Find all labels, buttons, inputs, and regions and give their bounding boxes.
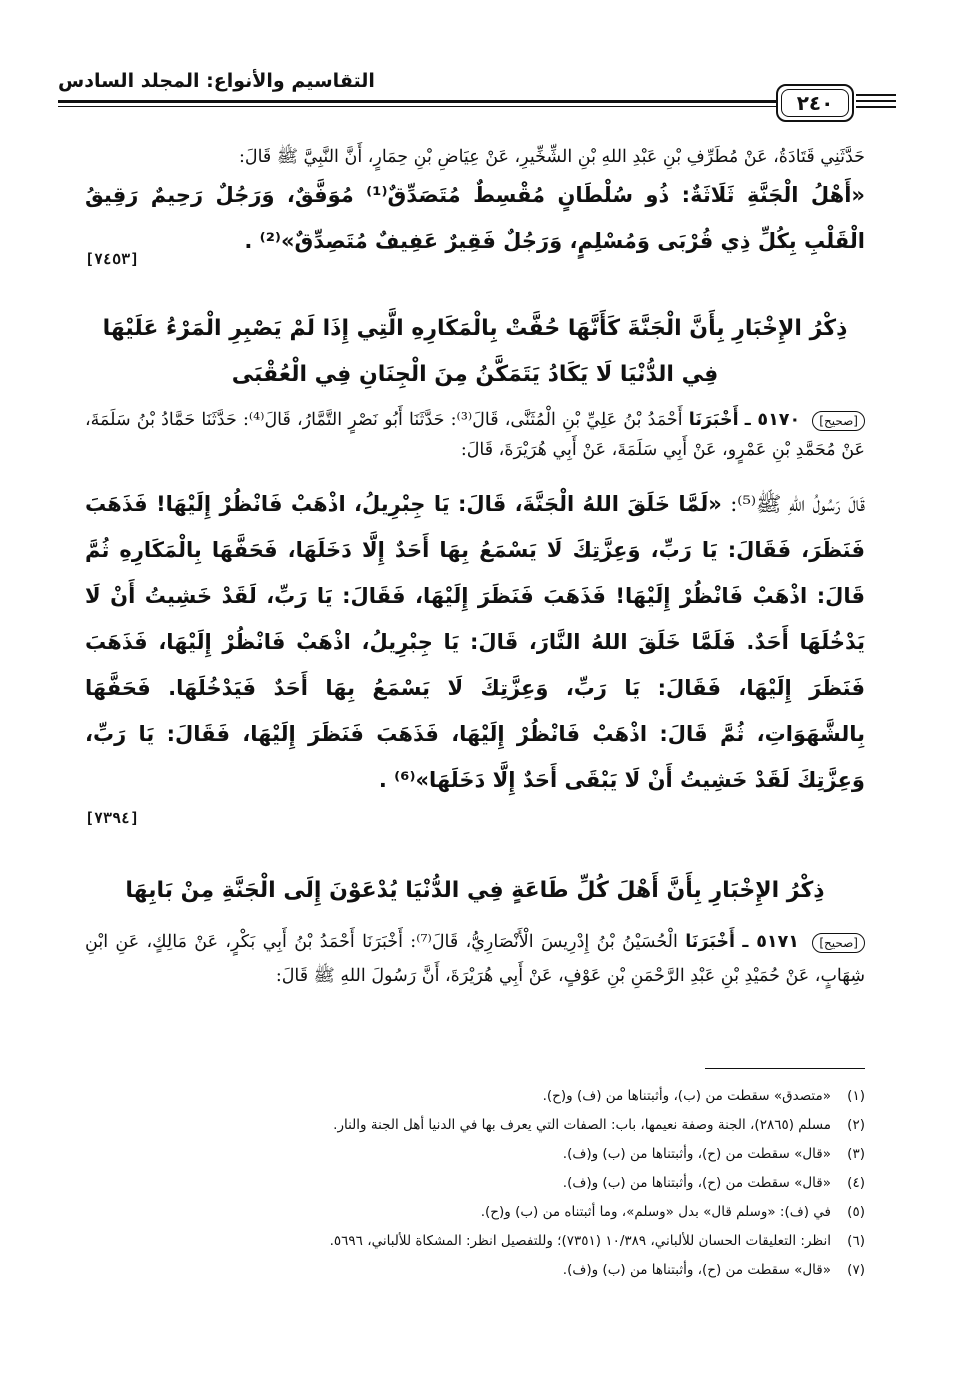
footnote-mark: (٢) <box>847 1117 865 1133</box>
chapter-heading-2: ذِكْرُ الإِخْبَارِ بِأَنَّ أَهْلَ كُلِّ طَاعَةٍ فِي الدُّنْيَا يُدْعَوْنَ إِلَى الْجَنَّةِ مِنْ بَابِهَا <box>125 878 825 903</box>
footnote-item <box>75 1111 865 1140</box>
footnote-item <box>75 1169 865 1198</box>
isnad-text: الْحُسَيْنُ بْنُ إِدْرِيسَ الْأَنْصَارِيُّ، قَالَ⁽⁷⁾: أَخْبَرَنَا أَحْمَدُ بْنُ أَبِي بَكْرٍ، عَنْ مَالِكٍ، عَنِ ابْنِ شِهَابٍ، عَنْ حُمَيْدِ بْنِ عَبْدِ الرَّحْمَنِ بْنِ عَوْفٍ، عَنْ أَبِي هُرَيْرَةَ، أَنَّ رَسُولَ اللهِ ﷺ قَالَ: <box>85 932 865 986</box>
page-number: ٢٤٠ <box>776 84 854 122</box>
grade-badge: [صحيح] <box>812 933 865 953</box>
reference-number: [٧٤٥٣] <box>85 250 140 268</box>
hadith-matn <box>85 481 865 803</box>
hadith-5170 <box>85 405 866 827</box>
header-ornament-line <box>856 94 896 96</box>
footnote-text: في (ف): «وسلم قال» بدل «وسلم»، وما أثبتناه من (ب) و(ح). <box>480 1204 831 1220</box>
hadith-matn: «أَهْلُ الْجَنَّةِ ثَلَاثَةٌ: ذُو سُلْطَانٍ مُقْسِطٌ مُتَصَدِّقٌ⁽¹⁾ مُوَفَّقٌ، وَرَجُلٌ رَحِيمٌ رَقِيقُ الْقَلْبِ بِكُلِّ ذِي قُرْبَى وَمُسْلِمٍ، وَرَجُلٌ فَقِيرٌ عَفِيفٌ مُتَصِدِّقٌ»⁽²⁾ . <box>85 183 865 253</box>
hadith-number: ٥١٧٠ ـ <box>744 410 801 430</box>
paragraph-1 <box>85 142 865 268</box>
footnote-item <box>75 1140 865 1169</box>
header-title: التقاسيم والأنواع: المجلد السادس <box>58 70 375 92</box>
header-rule-thin <box>58 106 776 107</box>
footnote-item <box>75 1227 865 1256</box>
hadith-isnad <box>85 925 865 993</box>
footnote-item <box>75 1198 865 1227</box>
hadith-number: ٥١٧١ ـ <box>742 932 799 952</box>
footnote-item <box>75 1082 865 1111</box>
footnote-item <box>75 1256 865 1285</box>
footnote-mark: (٤) <box>847 1175 865 1191</box>
header-rule <box>58 100 776 103</box>
footnote-text: «متصدق» سقطت من (ب)، وأثبتناها من (ف) و(ح). <box>542 1088 831 1104</box>
footnote-mark: (٧) <box>847 1262 865 1278</box>
chapter-heading-1: ذِكْرُ الإِخْبَارِ بِأَنَّ الْجَنَّةَ كَأَنَّهَا حُفَّتْ بِالْمَكَارِهِ الَّتِي إِذَا لَمْ يَصْبِرِ الْمَرْءُ عَلَيْهَا فِي الدُّنْيَا لَا يَكَادُ يَتَمَكَّنُ مِنَ الْجِنَانِ فِي الْعُقْبَى <box>102 316 848 387</box>
akhbarana-word: أَخْبَرَنَا <box>688 410 739 430</box>
reference-number: [٧٣٩٤] <box>85 809 140 827</box>
hadith-isnad <box>85 405 865 465</box>
header-ornament-line <box>856 106 896 108</box>
footnote-text: «قال» سقطت من (ح)، وأثبتناها من (ب) و(ف). <box>562 1175 831 1191</box>
footnote-mark: (١) <box>847 1088 865 1104</box>
hadith-5171 <box>85 925 865 993</box>
footnote-mark: (٣) <box>847 1146 865 1162</box>
footnote-text: انظر: التعليقات الحسان للألباني، ١٠/٣٨٩ (٧٣٥١)؛ وللتفصيل انظر: المشكاة للألباني، ٥٦٩٦. <box>329 1233 831 1249</box>
grade-badge: [صحيح] <box>812 411 865 431</box>
isnad-text: أَحْمَدُ بْنُ عَلِيِّ بْنِ الْمُثَنَّى، قَالَ⁽³⁾: حَدَّثَنَا أَبُو نَصْرٍ التَّمَّارُ، قَالَ⁽⁴⁾: حَدَّثَنَا حَمَّادُ بْنُ سَلَمَةَ، عَنْ مُحَمَّدِ بْنِ عَمْرٍو، عَنْ أَبِي سَلَمَةَ، عَنْ أَبِي هُرَيْرَةَ، قَالَ: <box>85 410 865 460</box>
hadith-matn-text: «لَمَّا خَلَقَ اللهُ الْجَنَّةَ، قَالَ: يَا جِبْرِيلُ، اذْهَبْ فَانْظُرْ إِلَيْهَا! فَذَهَبَ فَنَظَرَ، فَقَالَ: يَا رَبِّ، وَعِزَّتِكَ لَا يَسْمَعُ بِهَا أَحَدٌ إِلَّا دَخَلَهَا، فَحَفَّهَا بِالْمَكَارِهِ ثُمَّ قَالَ: اذْهَبْ فَانْظُرْ إِلَيْهَا! فَذَهَبَ فَنَظَرَ إِلَيْهَا، فَقَالَ: يَا رَبِّ، لَقَدْ خَشِيتُ أَنْ لَا يَدْخُلَهَا أَحَدٌ. فَلَمَّا خَلَقَ اللهُ النَّارَ، قَالَ: يَا جِبْرِيلُ، اذْهَبْ فَانْظُرْ إِلَيْهَا، فَذَهَبَ فَنَظَرَ إِلَيْهَا، فَقَالَ: يَا رَبِّ، وَعِزَّتِكَ لَا يَسْمَعُ بِهَا أَحَدٌ فَيَدْخُلَهَا. فَحَفَّهَا بِالشَّهَوَاتِ، ثُمَّ قَالَ: اذْهَبْ فَانْظُرْ إِلَيْهَا، فَذَهَبَ فَنَظَرَ إِلَيْهَا، فَقَالَ: يَا رَبِّ، وَعِزَّتِكَ لَقَدْ خَشِيتُ أَنْ لَا يَبْقَى أَحَدٌ إِلَّا دَخَلَهَا»⁽⁶⁾ . <box>85 492 865 792</box>
footnote-mark: (٥) <box>847 1204 865 1220</box>
isnad-text: حَدَّثَنِي قَتَادَةُ، عَنْ مُطَرِّفِ بْنِ عَبْدِ اللهِ بْنِ الشِّخِّيرِ، عَنْ عِيَاضِ بْنِ حِمَارٍ، أَنَّ النَّبِيَّ ﷺ قَالَ: <box>238 147 865 167</box>
footnote-text: «قال» سقطت من (ح)، وأثبتناها من (ب) و(ف). <box>562 1262 831 1278</box>
hadith-intro: قَالَ رَسُولُ اللهِ ﷺ⁽⁵⁾: <box>730 492 866 516</box>
running-header <box>58 70 896 130</box>
footnotes <box>75 1082 865 1285</box>
footnote-rule <box>705 1068 865 1069</box>
akhbarana-word: أَخْبَرَنَا <box>685 932 735 952</box>
footnote-text: مسلم (٢٨٦٥)، الجنة وصفة نعيمها، باب: الصفات التي يعرف بها في الدنيا أهل الجنة والنار. <box>333 1117 831 1133</box>
footnote-mark: (٦) <box>847 1233 865 1249</box>
header-ornament-line <box>856 100 896 102</box>
footnote-text: «قال» سقطت من (ح)، وأثبتناها من (ب) و(ف). <box>562 1146 831 1162</box>
